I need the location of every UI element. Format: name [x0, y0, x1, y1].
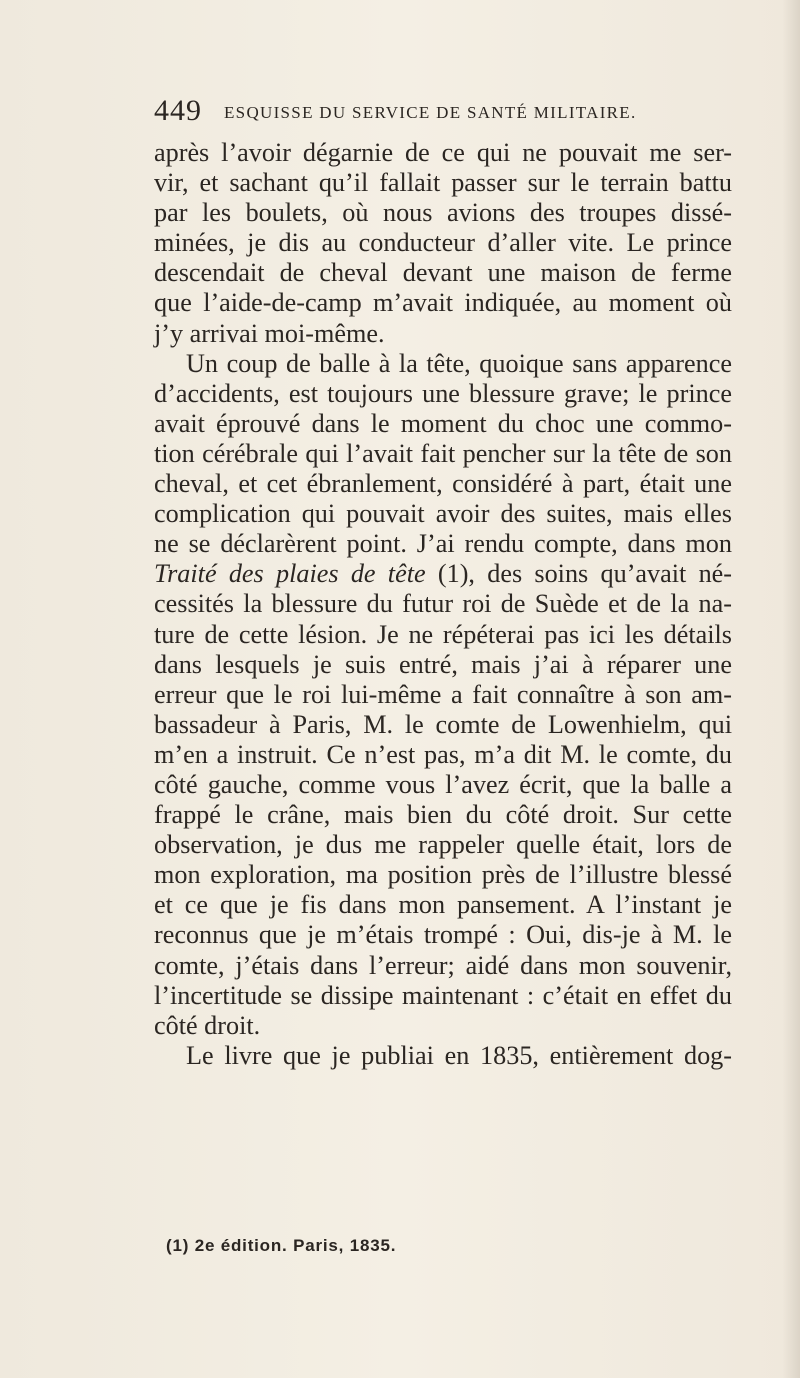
- text-line: bassadeur à Paris, M. le comte de Lowenhielm, qui: [154, 709, 732, 739]
- text-line: complication qui pouvait avoir des suites, mais elles: [154, 499, 732, 529]
- text-line: et ce que je fis dans mon pansement. A l’instant je: [154, 890, 732, 920]
- text-line: avait éprouvé dans le moment du choc une commo-: [154, 408, 732, 438]
- text-line: tion cérébrale qui l’avait fait pencher sur la tête de son: [154, 438, 732, 468]
- text-line: m’en a instruit. Ce n’est pas, m’a dit M. le comte, du: [154, 739, 732, 769]
- text-line: observation, je dus me rappeler quelle était, lors de: [154, 830, 732, 860]
- text-line: comte, j’étais dans l’erreur; aidé dans mon souvenir,: [154, 950, 732, 980]
- text-line-traite: [154, 559, 732, 589]
- text-line: d’accidents, est toujours une blessure grave; le prince: [154, 378, 732, 408]
- footnote: (1) 2e édition. Paris, 1835.: [166, 1236, 397, 1255]
- page-header: [154, 94, 714, 132]
- text-line: Un coup de balle à la tête, quoique sans apparence: [186, 348, 732, 378]
- text-line: erreur que le roi lui-même a fait connaître à son am-: [154, 679, 732, 709]
- footnote-reference: (1): [437, 559, 469, 589]
- text-fragment: , des soins qu’avait né-: [468, 559, 733, 589]
- text-line: reconnus que je m’étais trompé : Oui, dis-je à M. le: [154, 920, 732, 950]
- text-line: côté gauche, comme vous l’avez écrit, que la balle a: [154, 769, 732, 799]
- text-line: que l’aide-de-camp m’avait indiquée, au moment où: [154, 288, 732, 318]
- book-title-italic: Traité des plaies de tête: [154, 559, 426, 589]
- text-line: minées, je dis au conducteur d’aller vite. Le prince: [154, 228, 732, 258]
- text-line: mon exploration, ma position près de l’illustre blessé: [154, 860, 732, 890]
- text-line: Le livre que je publiai en 1835, entièrement dog-: [186, 1040, 732, 1070]
- text-line: cheval, et cet ébranlement, considéré à part, était une: [154, 469, 732, 499]
- text-line: dans lesquels je suis entré, mais j’ai à réparer une: [154, 649, 732, 679]
- text-line: j’y arrivai moi-même.: [154, 318, 385, 348]
- page-number: 449: [154, 94, 202, 127]
- text-line: côté droit.: [154, 1010, 261, 1040]
- text-line: ne se déclarèrent point. J’ai rendu compte, dans mon: [154, 529, 732, 559]
- text-line: vir, et sachant qu’il fallait passer sur le terrain battu: [154, 168, 732, 198]
- text-line: frappé le crâne, mais bien du côté droit. Sur cette: [154, 800, 732, 830]
- text-line: cessités la blessure du futur roi de Suède et de la na-: [154, 589, 732, 619]
- text-line: descendait de cheval devant une maison de ferme: [154, 258, 732, 288]
- text-line: après l’avoir dégarnie de ce qui ne pouvait me ser-: [154, 138, 732, 167]
- running-title: ESQUISSE DU SERVICE DE SANTÉ MILITAIRE.: [224, 103, 637, 122]
- body-text: [154, 138, 732, 1071]
- page-edge-shadow: [782, 0, 800, 1378]
- text-line: ture de cette lésion. Je ne répéterai pas ici les détails: [154, 619, 732, 649]
- text-line: par les boulets, où nous avions des troupes dissé-: [154, 198, 732, 228]
- text-line: l’incertitude se dissipe maintenant : c’était en effet du: [154, 980, 732, 1010]
